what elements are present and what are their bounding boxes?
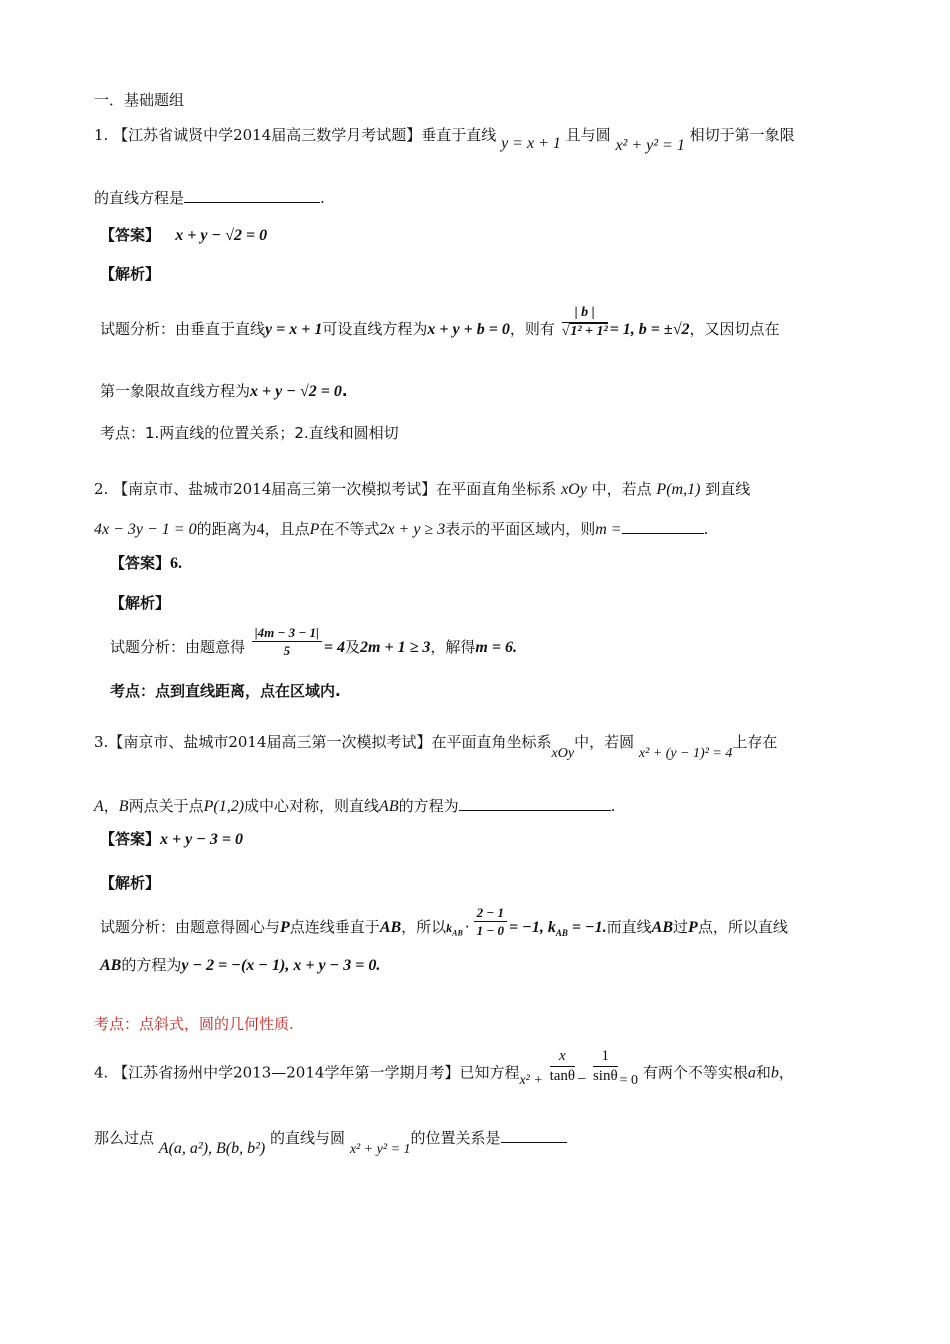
- math-expression: a: [747, 1064, 756, 1082]
- question-text: 到直线: [705, 480, 751, 498]
- analysis-text-cont: [100, 958, 380, 974]
- fraction: [593, 1049, 618, 1084]
- math-expression: A(a, a²), B(b, b²): [158, 1140, 266, 1157]
- question-number: 3.: [94, 733, 109, 751]
- answer-label: 【答案】: [100, 830, 161, 848]
- math-expression: x² + y² = 1: [349, 1142, 411, 1157]
- fraction: [474, 906, 507, 937]
- answer-blank: [501, 1128, 567, 1143]
- math-expression: = 0: [619, 1072, 639, 1088]
- math-expression: AB: [379, 798, 399, 815]
- punctuation: .: [320, 189, 325, 207]
- math-expression: m =: [595, 521, 622, 538]
- question-source: 【南京市、盐城市2014届高三第一次模拟考试】: [108, 733, 432, 751]
- answer-blank: [459, 796, 611, 811]
- question-1-cont: [94, 188, 325, 206]
- question-text: 的距离为: [196, 520, 257, 538]
- question-text: 两点关于点: [128, 797, 204, 815]
- question-number: 1.: [94, 126, 109, 144]
- math-expression: A: [94, 798, 104, 815]
- answer-value: x + y − √2 = 0: [175, 227, 268, 244]
- math-expression: x² + (y − 1)² = 4: [638, 746, 733, 761]
- math-expression: AB: [379, 919, 402, 936]
- question-1: [94, 126, 795, 154]
- analysis-part: 点连线垂直于: [289, 918, 380, 936]
- math-expression: P(1,2): [203, 798, 245, 815]
- question-source: 【南京市、盐城市2014届高三第一次模拟考试】: [113, 480, 437, 498]
- math-expression: P: [280, 919, 290, 936]
- analysis-part: 试题分析：由垂直于直线: [100, 320, 266, 338]
- math-expression: y = x + 1: [501, 135, 561, 152]
- question-2: [94, 482, 750, 498]
- fraction-numerator: x: [550, 1049, 576, 1067]
- question-text: 表示的平面区域内，则: [445, 520, 596, 538]
- fraction-denominator: 1 − 0: [476, 923, 505, 938]
- math-expression: y = x + 1: [265, 321, 323, 338]
- question-source: 【江苏省诚贤中学2014届高三数学月考试题】: [113, 126, 422, 144]
- question-text: 且与圆: [565, 126, 611, 144]
- math-expression: x + y + b = 0: [427, 321, 510, 338]
- question-3-cont: [94, 796, 615, 815]
- math-expression: $k_{AB}$: [446, 921, 463, 938]
- fraction-numerator: 1: [593, 1049, 618, 1067]
- math-expression: = −1, $k_{AB} = -1$.: [509, 919, 607, 939]
- answer-value: 6.: [170, 555, 183, 572]
- math-expression: y − 2 = −(x − 1), x + y − 3 = 0.: [181, 957, 381, 974]
- punctuation: ，: [778, 1063, 794, 1082]
- punctuation: .: [703, 520, 709, 538]
- analysis-text: [100, 305, 780, 339]
- fraction-denominator: 5: [283, 643, 291, 658]
- analysis-part: 可设直线方程为: [322, 320, 428, 338]
- section-title: 一．基础题组: [94, 91, 185, 109]
- analysis-part: 第一象限故直线方程为: [100, 382, 251, 400]
- question-text: 中，若点: [591, 480, 652, 498]
- math-expression: = 4: [323, 639, 346, 656]
- math-expression: x + y − √2 = 0: [250, 383, 342, 400]
- answer-row: [100, 228, 267, 244]
- answer-value: x + y − 3 = 0: [160, 831, 244, 848]
- question-number: 2.: [94, 480, 109, 498]
- question-text: 在平面直角坐标系: [431, 733, 552, 751]
- punctuation: .: [341, 382, 348, 400]
- punctuation: .: [610, 797, 616, 815]
- question-4: [94, 1048, 794, 1088]
- math-expression: xOy: [561, 481, 587, 498]
- math-expression: AB: [651, 919, 674, 936]
- question-text: 垂直于直线: [421, 126, 497, 144]
- answer-row: [110, 556, 182, 572]
- math-expression: 4: [256, 521, 265, 538]
- question-text: 那么过点: [94, 1129, 155, 1147]
- answer-label: 【答案】: [100, 226, 161, 244]
- question-4-cont: [94, 1128, 567, 1157]
- analysis-part: 试题分析：由题意得: [110, 638, 246, 656]
- analysis-part: 试题分析：由题意得圆心与: [100, 918, 281, 936]
- analysis-text: 试题分析：由题意得圆心与P点连线垂直于AB，所以$k_{AB}$ · $\frac{2 - 1}{1 - 0}$ = −1, $k_{AB} = -1$.而直线AB过P点，所以直线: [100, 905, 788, 939]
- question-number: 4.: [94, 1063, 109, 1082]
- math-expression: B: [118, 798, 129, 815]
- fraction: [562, 306, 608, 339]
- math-expression: 2m + 1 ≥ 3: [360, 639, 431, 656]
- question-text: 的位置关系是: [410, 1129, 501, 1147]
- math-expression: −: [577, 1070, 587, 1088]
- analysis-text-cont: [100, 384, 348, 400]
- math-expression: 4x − 3y − 1 = 0: [94, 521, 197, 538]
- question-text: 的直线与圆: [270, 1129, 346, 1147]
- question-text: 上存在: [732, 733, 778, 751]
- math-expression: 2x + y ≥ 3: [379, 521, 446, 538]
- math-expression: P(m,1): [656, 481, 701, 498]
- answer-label: 【答案】: [110, 554, 171, 572]
- math-expression: m = 6.: [475, 639, 517, 656]
- analysis-part: ，又因切点在: [689, 320, 780, 338]
- question-text: 成中心对称，则直线: [244, 797, 380, 815]
- kaodian: 考点：点到直线距离，点在区域内.: [110, 682, 341, 700]
- question-text: 的方程为: [398, 797, 459, 815]
- fraction: [550, 1049, 576, 1084]
- question-source: 【江苏省扬州中学2013—2014学年第一学期月考】: [113, 1063, 460, 1082]
- math-expression: b: [770, 1064, 779, 1082]
- analysis-label: 【解析】: [110, 594, 171, 612]
- answer-blank: [184, 188, 320, 203]
- question-text: 在不等式: [319, 520, 380, 538]
- fraction-numerator: | b |: [562, 306, 608, 323]
- kaodian: 考点：1.两直线的位置关系；2.直线和圆相切: [100, 424, 399, 442]
- fraction-denominator: sinθ: [592, 1068, 618, 1084]
- fraction-numerator: |4m − 3 − 1|: [252, 626, 322, 642]
- question-text: 已知方程: [459, 1063, 520, 1082]
- answer-blank: [622, 519, 704, 534]
- question-2-cont: [94, 519, 708, 538]
- analysis-part: ，所以: [401, 918, 447, 936]
- analysis-part: 过: [673, 918, 689, 936]
- analysis-text: [110, 625, 517, 658]
- analysis-label: 【解析】: [100, 265, 161, 283]
- question-3: [94, 733, 778, 761]
- punctuation: ，: [103, 797, 119, 815]
- math-expression: x² +: [519, 1072, 543, 1088]
- fraction-denominator: √1² + 1²: [561, 324, 608, 339]
- analysis-part: ，解得: [430, 638, 476, 656]
- analysis-part: 及: [345, 638, 361, 656]
- kaodian: 考点：点斜式，圆的几何性质.: [94, 1015, 294, 1033]
- fraction: [252, 626, 322, 657]
- math-expression: xOy: [551, 746, 575, 761]
- question-text: 相切于第一象限: [689, 126, 795, 144]
- fraction-denominator: tanθ: [549, 1068, 576, 1084]
- analysis-part: ，则有: [509, 320, 555, 338]
- question-text: 中，若圆: [574, 733, 635, 751]
- math-expression: = 1, b = ±√2: [609, 321, 690, 338]
- question-text: 和: [755, 1063, 771, 1082]
- question-text: 的直线方程是: [94, 189, 185, 207]
- answer-row: [100, 832, 243, 848]
- math-expression: AB: [100, 957, 122, 974]
- fraction-numerator: 2 − 1: [474, 906, 507, 922]
- analysis-part: 而直线: [606, 918, 652, 936]
- question-text: ，且点: [264, 520, 310, 538]
- question-text: 有两个不等实根: [642, 1063, 748, 1082]
- analysis-part: 点，所以直线: [697, 918, 788, 936]
- analysis-part: 的方程为: [121, 956, 182, 974]
- question-text: 在平面直角坐标系: [436, 480, 557, 498]
- math-expression: x² + y² = 1: [615, 137, 685, 154]
- math-expression: P: [688, 919, 698, 936]
- math-expression: P: [309, 521, 320, 538]
- analysis-label: 【解析】: [100, 874, 161, 892]
